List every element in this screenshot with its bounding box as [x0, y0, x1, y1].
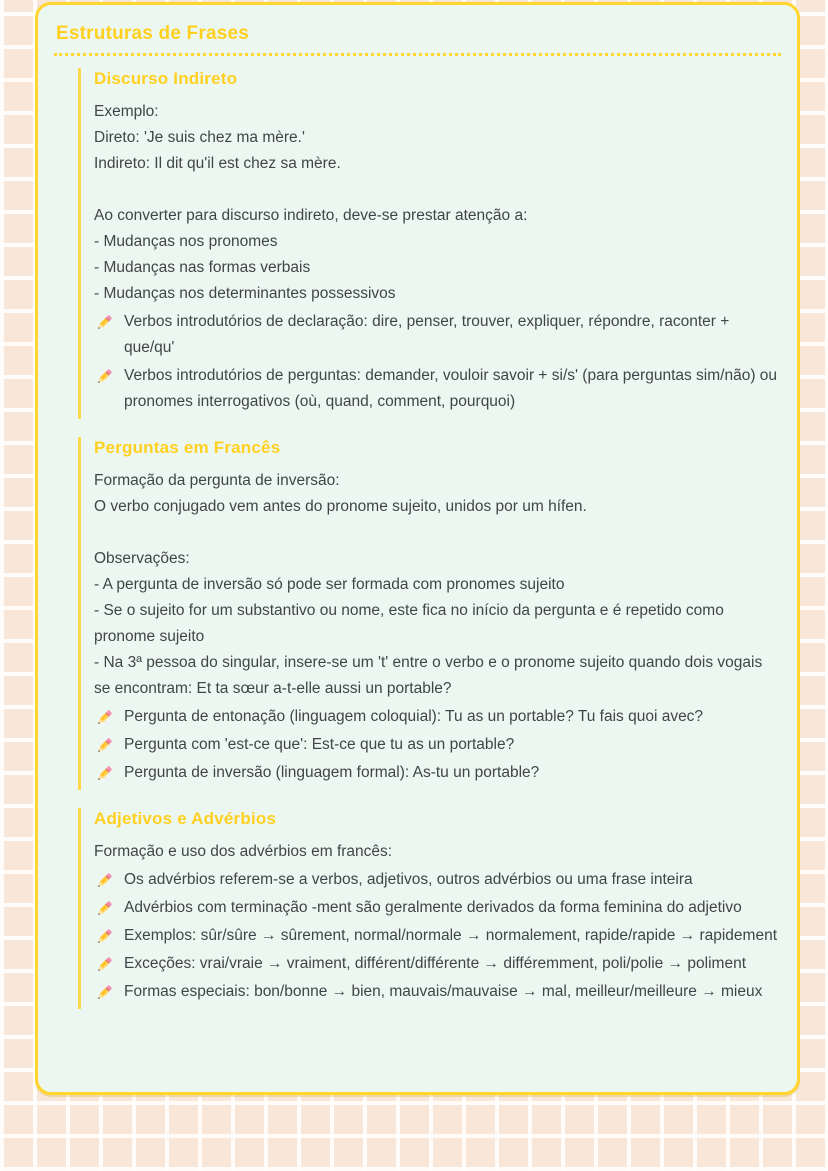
- pencil-icon: [94, 367, 114, 387]
- bullet-item: [94, 760, 781, 786]
- dotted-divider: [54, 53, 781, 56]
- section-heading: Adjetivos e Advérbios: [94, 809, 277, 828]
- bullet-text: Verbos introdutórios de declaração: dire, penser, trouver, expliquer, répondre, raconter + que/qu': [124, 313, 730, 356]
- sections-container: [54, 68, 781, 1009]
- section-body: [94, 839, 781, 1005]
- paragraph-line: Observações:: [94, 550, 190, 567]
- bullet-text: Os advérbios referem-se a verbos, adjetivos, outros advérbios ou uma frase inteira: [124, 871, 693, 888]
- pencil-icon: [94, 899, 114, 919]
- bullet-item: [94, 704, 781, 730]
- bullet-text: Verbos introdutórios de perguntas: demander, vouloir savoir + si/s' (para perguntas sim/não) ou pronomes interrogativos (où, quand, comment, pourquoi): [124, 367, 778, 410]
- section-heading: Discurso Indireto: [94, 69, 238, 88]
- paragraph-line: - Na 3ª pessoa do singular, insere-se um 't' entre o verbo e o pronome sujeito quando dois vogais se encontram: Et ta sœur a-t-elle aussi un portable?: [94, 654, 767, 697]
- section: [78, 68, 781, 419]
- section-body: [94, 99, 781, 415]
- paragraph-line: - Mudanças nos determinantes possessivos: [94, 285, 396, 302]
- bullet-item: [94, 951, 781, 977]
- bullet-item: [94, 923, 781, 949]
- page-title: Estruturas de Frases: [56, 23, 250, 44]
- bullet-text: Pergunta com 'est-ce que': Est-ce que tu as un portable?: [124, 736, 515, 753]
- bullet-text: Advérbios com terminação -ment são geralmente derivados da forma feminina do adjetivo: [124, 899, 742, 916]
- bullet-item: [94, 895, 781, 921]
- pencil-icon: [94, 708, 114, 728]
- paragraph-line: - Mudanças nas formas verbais: [94, 259, 311, 276]
- bullet-text: Exemplos: sûr/sûre → sûrement, normal/normale → normalement, rapide/rapide → rapidement: [124, 927, 777, 944]
- pencil-icon: [94, 736, 114, 756]
- section-heading: Perguntas em Francês: [94, 438, 281, 457]
- bullet-item: [94, 309, 781, 361]
- bullet-item: [94, 867, 781, 893]
- paragraph-line: - A pergunta de inversão só pode ser formada com pronomes sujeito: [94, 576, 565, 593]
- bullet-item: [94, 979, 781, 1005]
- pencil-icon: [94, 313, 114, 333]
- bullet-item: [94, 732, 781, 758]
- pencil-icon: [94, 955, 114, 975]
- section: [78, 808, 781, 1009]
- section-body: [94, 468, 781, 786]
- paragraph-line: Direto: 'Je suis chez ma mère.': [94, 129, 305, 146]
- paragraph-line: Formação e uso dos advérbios em francês:: [94, 843, 393, 860]
- paragraph-line: [94, 177, 781, 203]
- paragraph-line: [94, 520, 781, 546]
- section: [78, 437, 781, 790]
- bullet-text: Pergunta de inversão (linguagem formal): As-tu un portable?: [124, 764, 540, 781]
- bullet-text: Formas especiais: bon/bonne → bien, mauvais/mauvaise → mal, meilleur/meilleure → mieux: [124, 983, 763, 1000]
- paragraph-line: - Se o sujeito for um substantivo ou nome, este fica no início da pergunta e é repetido como pronome sujeito: [94, 602, 729, 645]
- paragraph-line: Indireto: Il dit qu'il est chez sa mère.: [94, 155, 341, 172]
- bullet-text: Pergunta de entonação (linguagem coloquial): Tu as un portable? Tu fais quoi avec?: [124, 708, 704, 725]
- paragraph-line: O verbo conjugado vem antes do pronome sujeito, unidos por um hífen.: [94, 498, 587, 515]
- paragraph-line: Ao converter para discurso indireto, deve-se prestar atenção a:: [94, 207, 528, 224]
- bullet-item: [94, 363, 781, 415]
- notes-card: [35, 2, 800, 1095]
- paragraph-line: - Mudanças nos pronomes: [94, 233, 278, 250]
- bullet-text: Exceções: vrai/vraie → vraiment, différent/différente → différemment, poli/polie → poliment: [124, 955, 747, 972]
- paragraph-line: Formação da pergunta de inversão:: [94, 472, 340, 489]
- pencil-icon: [94, 764, 114, 784]
- pencil-icon: [94, 983, 114, 1003]
- paragraph-line: Exemplo:: [94, 103, 159, 120]
- pencil-icon: [94, 871, 114, 891]
- pencil-icon: [94, 927, 114, 947]
